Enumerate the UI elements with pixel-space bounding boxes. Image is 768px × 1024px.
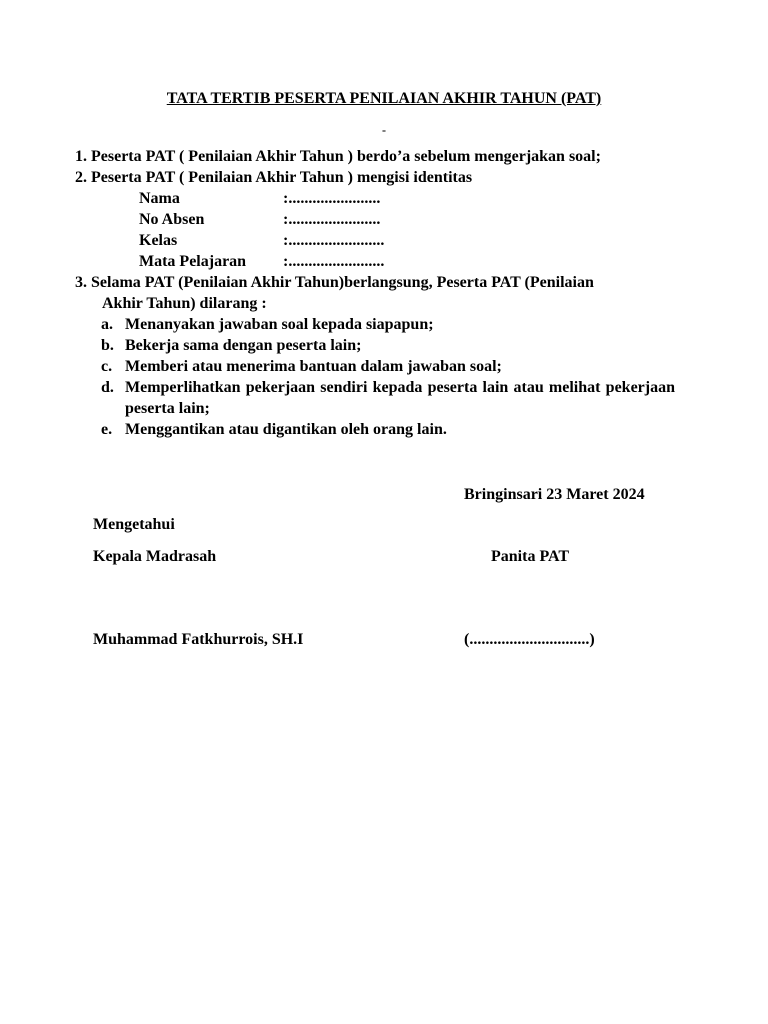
- prohibition-item-a: [101, 314, 675, 335]
- acknowledged-label: Mengetahui: [93, 516, 175, 533]
- rule-item-3-line2: Akhir Tahun) dilarang :: [102, 295, 267, 312]
- identity-value-no-absen: :.......................: [283, 211, 381, 228]
- place-date: Bringinsari 23 Maret 2024: [464, 486, 645, 503]
- prohibition-text: Bekerja sama dengan peserta lain;: [125, 337, 362, 354]
- prohibition-text: Menanyakan jawaban soal kepada siapapun;: [125, 316, 434, 333]
- identity-label-nama: Nama: [139, 190, 180, 207]
- rule-item-2: 2. Peserta PAT ( Penilaian Akhir Tahun ) mengisi identitas: [75, 169, 473, 186]
- prohibition-item-d: [101, 377, 675, 419]
- prohibition-text: Memperlihatkan pekerjaan sendiri kepada peserta lain atau melihat pekerjaan peserta lain;: [125, 379, 675, 417]
- identity-value-mata-pelajaran: :........................: [283, 253, 385, 270]
- identity-value-nama: :.......................: [283, 190, 381, 207]
- prohibition-list: [101, 314, 675, 440]
- identity-label-no-absen: No Absen: [139, 211, 205, 228]
- prohibition-marker: a.: [101, 316, 113, 333]
- rule-item-1: 1. Peserta PAT ( Penilaian Akhir Tahun ) berdo’a sebelum mengerjakan soal;: [75, 148, 601, 165]
- prohibition-item-b: [101, 335, 675, 356]
- prohibition-marker: b.: [101, 337, 114, 354]
- prohibition-marker: d.: [101, 379, 114, 396]
- rule-item-3: [75, 272, 675, 314]
- document-title: TATA TERTIB PESERTA PENILAIAN AKHIR TAHUN (PAT): [166, 90, 602, 107]
- identity-label-kelas: Kelas: [139, 232, 178, 249]
- title-dash: -: [382, 123, 386, 137]
- right-signer-role: Panita PAT: [491, 548, 570, 565]
- identity-label-mata-pelajaran: Mata Pelajaran: [139, 253, 247, 270]
- identity-value-kelas: :........................: [283, 232, 385, 249]
- left-signer-role: Kepala Madrasah: [93, 548, 217, 565]
- rule-item-3-line1: 3. Selama PAT (Penilaian Akhir Tahun)berlangsung, Peserta PAT (Penilaian: [75, 274, 594, 291]
- prohibition-text: Menggantikan atau digantikan oleh orang lain.: [125, 421, 447, 438]
- prohibition-marker: e.: [101, 421, 113, 438]
- left-signer-name: Muhammad Fatkhurrois, SH.I: [93, 631, 304, 648]
- prohibition-item-c: [101, 356, 675, 377]
- prohibition-marker: c.: [101, 358, 113, 375]
- prohibition-item-e: [101, 419, 675, 440]
- right-signer-name: (..............................): [464, 631, 595, 648]
- prohibition-text: Memberi atau menerima bantuan dalam jawaban soal;: [125, 358, 502, 375]
